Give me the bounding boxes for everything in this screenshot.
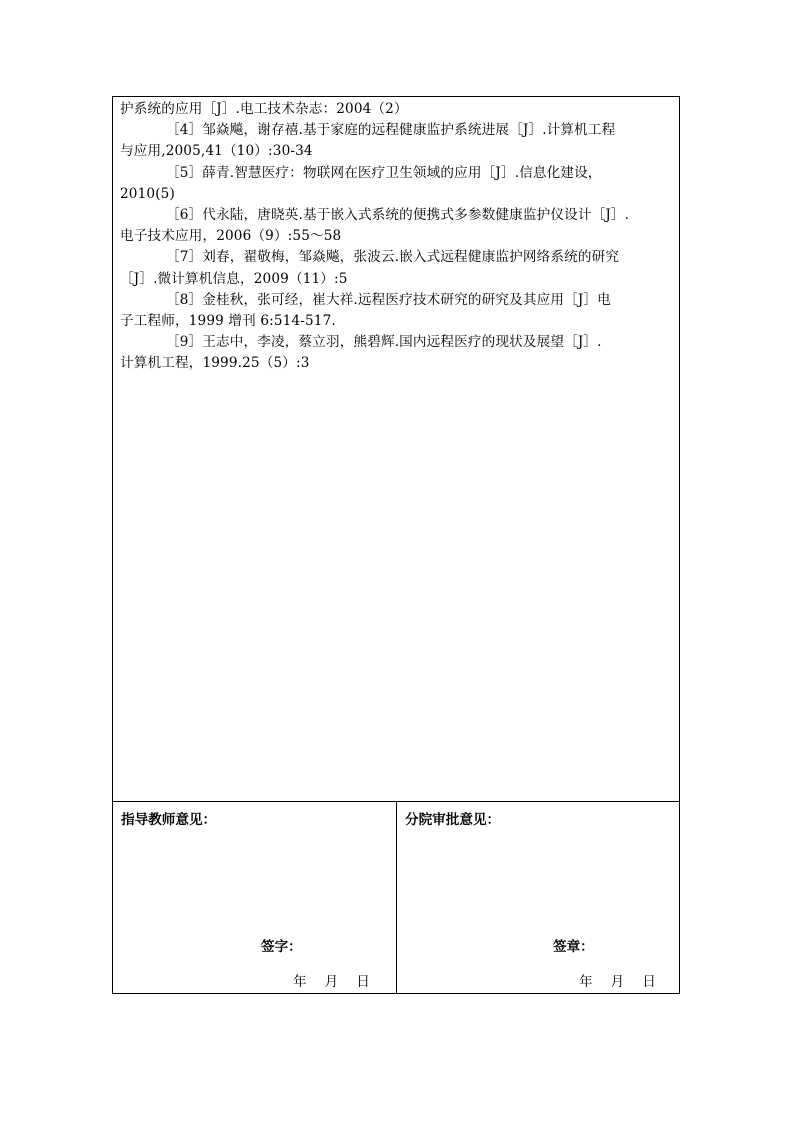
advisor-signature-label: 签字： (261, 939, 302, 955)
reference-line: ［4］邹焱飚，谢存禧.基于家庭的远程健康监护系统进展［J］.计算机工程 (166, 122, 616, 139)
date-month-label: 月 (324, 974, 339, 990)
reference-line: 护系统的应用［J］.电工技术杂志：2004（2） (120, 101, 408, 117)
advisor-opinion-title: 指导教师意见： (121, 812, 217, 828)
reference-line: ［9］王志中，李凌，蔡立羽，熊碧辉.国内远程医疗的现状及展望［J］. (166, 334, 602, 351)
reference-line: 2010(5) (120, 185, 175, 202)
department-seal-label: 签章： (553, 939, 594, 955)
reference-line: ［J］.微计算机信息，2009（11）:5 (120, 270, 348, 287)
date-day-label: 日 (642, 974, 656, 990)
reference-line: ［8］金桂秋，张可经，崔大祥.远程医疗技术研究的研究及其应用［J］电 (166, 291, 611, 308)
date-year-label: 年 (579, 974, 593, 990)
form-table (112, 96, 680, 994)
department-date (579, 970, 656, 990)
department-approval-cell (397, 802, 679, 993)
advisor-date (293, 970, 370, 990)
reference-line: ［5］薛青.智慧医疗：物联网在医疗卫生领域的应用［J］.信息化建设， (166, 164, 602, 181)
references-section (113, 97, 679, 802)
reference-line: 计算机工程，1999.25（5）:3 (120, 355, 310, 372)
reference-line: 与应用,2005,41（10）:30-34 (120, 143, 313, 160)
department-approval-title: 分院审批意见： (405, 812, 501, 828)
reference-line: ［7］刘春，翟敬梅，邹焱飚，张波云.嵌入式远程健康监护网络系统的研究 (166, 249, 620, 266)
reference-line: 电子技术应用，2006（9）:55～58 (120, 228, 342, 245)
advisor-opinion-cell (113, 802, 397, 993)
reference-line: 子工程师，1999 增刊 6:514-517. (120, 313, 336, 330)
approval-row (113, 802, 679, 993)
date-month-label: 月 (610, 974, 625, 990)
date-day-label: 日 (356, 974, 370, 990)
date-year-label: 年 (293, 974, 307, 990)
reference-line: ［6］代永陆，唐晓英.基于嵌入式系统的便携式多参数健康监护仪设计［J］. (166, 207, 630, 224)
